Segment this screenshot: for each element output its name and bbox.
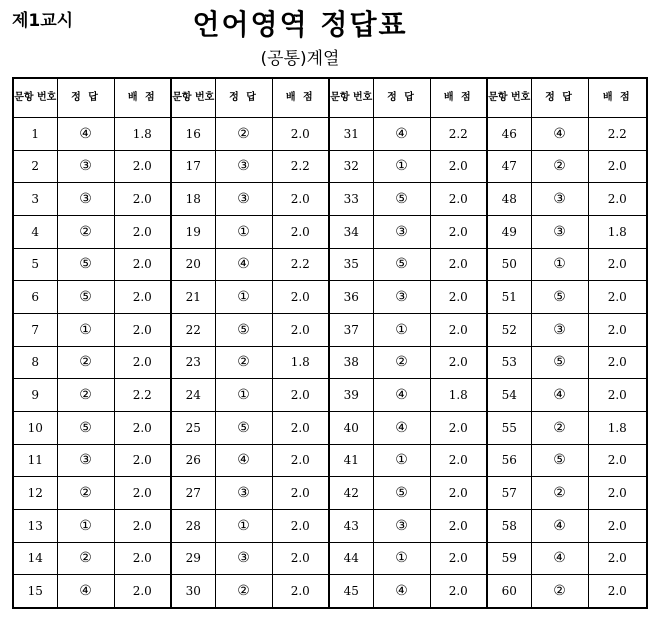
- answer-cell: ①: [373, 313, 430, 346]
- answer-cell: ③: [215, 150, 272, 183]
- answer-table: [12, 77, 648, 609]
- answer-cell: ④: [531, 379, 588, 412]
- points-cell: 1.8: [114, 118, 171, 151]
- table-row: [13, 477, 647, 510]
- question-number-cell: 11: [13, 444, 57, 477]
- question-number-cell: 28: [171, 509, 215, 542]
- points-cell: 2.0: [114, 575, 171, 608]
- answer-cell: ②: [215, 575, 272, 608]
- points-cell: 2.0: [588, 542, 647, 575]
- table-row: [13, 313, 647, 346]
- points-cell: 2.2: [272, 150, 329, 183]
- answer-cell: ⑤: [215, 313, 272, 346]
- points-cell: 2.0: [430, 542, 487, 575]
- question-number-cell: 4: [13, 215, 57, 248]
- answer-cell: ③: [373, 509, 430, 542]
- header-points: 배 점: [272, 78, 329, 118]
- question-number-cell: 56: [487, 444, 531, 477]
- points-cell: 2.0: [430, 346, 487, 379]
- header-answer: 정 답: [215, 78, 272, 118]
- answer-cell: ②: [215, 118, 272, 151]
- header-points: 배 점: [430, 78, 487, 118]
- question-number-cell: 44: [329, 542, 373, 575]
- answer-cell: ③: [373, 281, 430, 314]
- question-number-cell: 33: [329, 183, 373, 216]
- points-cell: 1.8: [588, 215, 647, 248]
- question-number-cell: 34: [329, 215, 373, 248]
- question-number-cell: 13: [13, 509, 57, 542]
- answer-cell: ③: [531, 215, 588, 248]
- answer-cell: ①: [215, 215, 272, 248]
- answer-table-body: [13, 118, 647, 609]
- points-cell: 1.8: [588, 411, 647, 444]
- question-number-cell: 10: [13, 411, 57, 444]
- answer-cell: ④: [373, 118, 430, 151]
- points-cell: 2.0: [272, 183, 329, 216]
- answer-cell: ①: [215, 509, 272, 542]
- points-cell: 2.0: [430, 444, 487, 477]
- question-number-cell: 57: [487, 477, 531, 510]
- question-number-cell: 30: [171, 575, 215, 608]
- points-cell: 2.0: [588, 575, 647, 608]
- answer-cell: ①: [215, 379, 272, 412]
- table-row: [13, 281, 647, 314]
- answer-cell: ②: [531, 411, 588, 444]
- points-cell: 2.0: [272, 313, 329, 346]
- table-row: [13, 215, 647, 248]
- answer-cell: ④: [531, 542, 588, 575]
- question-number-cell: 35: [329, 248, 373, 281]
- question-number-cell: 27: [171, 477, 215, 510]
- header-points: 배 점: [588, 78, 647, 118]
- points-cell: 2.0: [114, 444, 171, 477]
- period-label: 제1교시: [12, 11, 74, 31]
- question-number-cell: 15: [13, 575, 57, 608]
- points-cell: 2.0: [588, 477, 647, 510]
- points-cell: 2.0: [114, 150, 171, 183]
- answer-cell: ③: [57, 183, 114, 216]
- points-cell: 2.0: [114, 542, 171, 575]
- table-row: [13, 575, 647, 608]
- points-cell: 2.0: [588, 183, 647, 216]
- question-number-cell: 23: [171, 346, 215, 379]
- question-number-cell: 32: [329, 150, 373, 183]
- answer-cell: ⑤: [215, 411, 272, 444]
- points-cell: 2.2: [588, 118, 647, 151]
- answer-cell: ③: [531, 183, 588, 216]
- points-cell: 2.0: [272, 575, 329, 608]
- question-number-cell: 48: [487, 183, 531, 216]
- question-number-cell: 26: [171, 444, 215, 477]
- answer-cell: ⑤: [373, 477, 430, 510]
- page-subtitle: (공통)계열: [260, 49, 340, 69]
- points-cell: 2.0: [272, 477, 329, 510]
- question-number-cell: 29: [171, 542, 215, 575]
- table-row: [13, 346, 647, 379]
- points-cell: 2.0: [114, 215, 171, 248]
- answer-cell: ⑤: [373, 248, 430, 281]
- question-number-cell: 43: [329, 509, 373, 542]
- points-cell: 2.0: [114, 477, 171, 510]
- answer-cell: ⑤: [57, 281, 114, 314]
- question-number-cell: 39: [329, 379, 373, 412]
- points-cell: 2.0: [430, 183, 487, 216]
- points-cell: 2.0: [588, 281, 647, 314]
- table-row: [13, 150, 647, 183]
- header-points: 배 점: [114, 78, 171, 118]
- answer-cell: ③: [215, 477, 272, 510]
- question-number-cell: 37: [329, 313, 373, 346]
- answer-cell: ④: [373, 411, 430, 444]
- answer-cell: ⑤: [531, 444, 588, 477]
- question-number-cell: 9: [13, 379, 57, 412]
- question-number-cell: 14: [13, 542, 57, 575]
- answer-cell: ②: [531, 477, 588, 510]
- question-number-cell: 3: [13, 183, 57, 216]
- answer-cell: ②: [531, 150, 588, 183]
- answer-cell: ④: [57, 118, 114, 151]
- answer-cell: ③: [373, 215, 430, 248]
- answer-cell: ②: [57, 379, 114, 412]
- answer-cell: ④: [215, 248, 272, 281]
- points-cell: 2.0: [114, 183, 171, 216]
- points-cell: 2.0: [430, 509, 487, 542]
- question-number-cell: 8: [13, 346, 57, 379]
- question-number-cell: 25: [171, 411, 215, 444]
- answer-cell: ⑤: [531, 346, 588, 379]
- points-cell: 2.0: [272, 542, 329, 575]
- header-question-number: 문항 번호: [13, 78, 57, 118]
- question-number-cell: 20: [171, 248, 215, 281]
- answer-cell: ②: [531, 575, 588, 608]
- question-number-cell: 21: [171, 281, 215, 314]
- table-row: [13, 509, 647, 542]
- table-row: [13, 118, 647, 151]
- points-cell: 2.0: [430, 411, 487, 444]
- points-cell: 2.0: [272, 509, 329, 542]
- points-cell: 2.0: [430, 150, 487, 183]
- answer-cell: ①: [531, 248, 588, 281]
- question-number-cell: 50: [487, 248, 531, 281]
- points-cell: 2.0: [588, 444, 647, 477]
- header-question-number: 문항 번호: [487, 78, 531, 118]
- question-number-cell: 52: [487, 313, 531, 346]
- question-number-cell: 7: [13, 313, 57, 346]
- answer-cell: ②: [57, 215, 114, 248]
- table-row: [13, 542, 647, 575]
- points-cell: 1.8: [272, 346, 329, 379]
- question-number-cell: 24: [171, 379, 215, 412]
- points-cell: 2.0: [272, 379, 329, 412]
- question-number-cell: 47: [487, 150, 531, 183]
- answer-cell: ①: [373, 444, 430, 477]
- answer-cell: ④: [373, 575, 430, 608]
- answer-cell: ④: [215, 444, 272, 477]
- points-cell: 2.0: [114, 509, 171, 542]
- question-number-cell: 59: [487, 542, 531, 575]
- answer-cell: ⑤: [57, 411, 114, 444]
- points-cell: 2.0: [114, 248, 171, 281]
- answer-cell: ④: [531, 509, 588, 542]
- table-row: [13, 379, 647, 412]
- points-cell: 2.0: [588, 379, 647, 412]
- question-number-cell: 49: [487, 215, 531, 248]
- answer-cell: ③: [57, 444, 114, 477]
- question-number-cell: 46: [487, 118, 531, 151]
- question-number-cell: 41: [329, 444, 373, 477]
- points-cell: 2.2: [272, 248, 329, 281]
- question-number-cell: 5: [13, 248, 57, 281]
- table-row: [13, 183, 647, 216]
- answer-cell: ⑤: [57, 248, 114, 281]
- points-cell: 2.0: [114, 281, 171, 314]
- table-row: [13, 248, 647, 281]
- answer-cell: ①: [373, 542, 430, 575]
- question-number-cell: 42: [329, 477, 373, 510]
- header-answer: 정 답: [531, 78, 588, 118]
- question-number-cell: 54: [487, 379, 531, 412]
- answer-cell: ②: [57, 346, 114, 379]
- answer-table-header: [13, 78, 647, 118]
- points-cell: 2.0: [588, 313, 647, 346]
- answer-cell: ③: [531, 313, 588, 346]
- question-number-cell: 2: [13, 150, 57, 183]
- points-cell: 2.0: [588, 509, 647, 542]
- question-number-cell: 60: [487, 575, 531, 608]
- table-row: [13, 411, 647, 444]
- answer-cell: ③: [215, 542, 272, 575]
- answer-cell: ③: [215, 183, 272, 216]
- answer-cell: ②: [373, 346, 430, 379]
- header-row: [13, 78, 647, 118]
- points-cell: 2.0: [272, 215, 329, 248]
- question-number-cell: 18: [171, 183, 215, 216]
- answer-cell: ④: [57, 575, 114, 608]
- question-number-cell: 51: [487, 281, 531, 314]
- points-cell: 2.2: [114, 379, 171, 412]
- question-number-cell: 55: [487, 411, 531, 444]
- points-cell: 2.0: [272, 411, 329, 444]
- question-number-cell: 6: [13, 281, 57, 314]
- answer-cell: ③: [57, 150, 114, 183]
- answer-cell: ①: [373, 150, 430, 183]
- question-number-cell: 58: [487, 509, 531, 542]
- points-cell: 2.0: [588, 150, 647, 183]
- question-number-cell: 1: [13, 118, 57, 151]
- answer-cell: ②: [215, 346, 272, 379]
- question-number-cell: 17: [171, 150, 215, 183]
- answer-cell: ①: [57, 313, 114, 346]
- points-cell: 2.0: [430, 313, 487, 346]
- answer-cell: ②: [57, 477, 114, 510]
- answer-cell: ②: [57, 542, 114, 575]
- answer-cell: ④: [373, 379, 430, 412]
- answer-cell: ⑤: [531, 281, 588, 314]
- question-number-cell: 22: [171, 313, 215, 346]
- header-question-number: 문항 번호: [329, 78, 373, 118]
- points-cell: 2.0: [430, 215, 487, 248]
- answer-cell: ⑤: [373, 183, 430, 216]
- question-number-cell: 40: [329, 411, 373, 444]
- header-answer: 정 답: [57, 78, 114, 118]
- question-number-cell: 31: [329, 118, 373, 151]
- header-question-number: 문항 번호: [171, 78, 215, 118]
- header-answer: 정 답: [373, 78, 430, 118]
- points-cell: 1.8: [430, 379, 487, 412]
- question-number-cell: 16: [171, 118, 215, 151]
- question-number-cell: 38: [329, 346, 373, 379]
- page-title: 언어영역 정답표: [192, 8, 408, 41]
- points-cell: 2.2: [430, 118, 487, 151]
- answer-cell: ④: [531, 118, 588, 151]
- question-number-cell: 12: [13, 477, 57, 510]
- points-cell: 2.0: [114, 346, 171, 379]
- points-cell: 2.0: [272, 281, 329, 314]
- points-cell: 2.0: [114, 313, 171, 346]
- question-number-cell: 36: [329, 281, 373, 314]
- question-number-cell: 53: [487, 346, 531, 379]
- answer-cell: ①: [215, 281, 272, 314]
- points-cell: 2.0: [114, 411, 171, 444]
- question-number-cell: 19: [171, 215, 215, 248]
- points-cell: 2.0: [272, 444, 329, 477]
- points-cell: 2.0: [588, 248, 647, 281]
- points-cell: 2.0: [430, 248, 487, 281]
- table-row: [13, 444, 647, 477]
- points-cell: 2.0: [430, 575, 487, 608]
- points-cell: 2.0: [272, 118, 329, 151]
- answer-cell: ①: [57, 509, 114, 542]
- points-cell: 2.0: [430, 281, 487, 314]
- points-cell: 2.0: [588, 346, 647, 379]
- question-number-cell: 45: [329, 575, 373, 608]
- points-cell: 2.0: [430, 477, 487, 510]
